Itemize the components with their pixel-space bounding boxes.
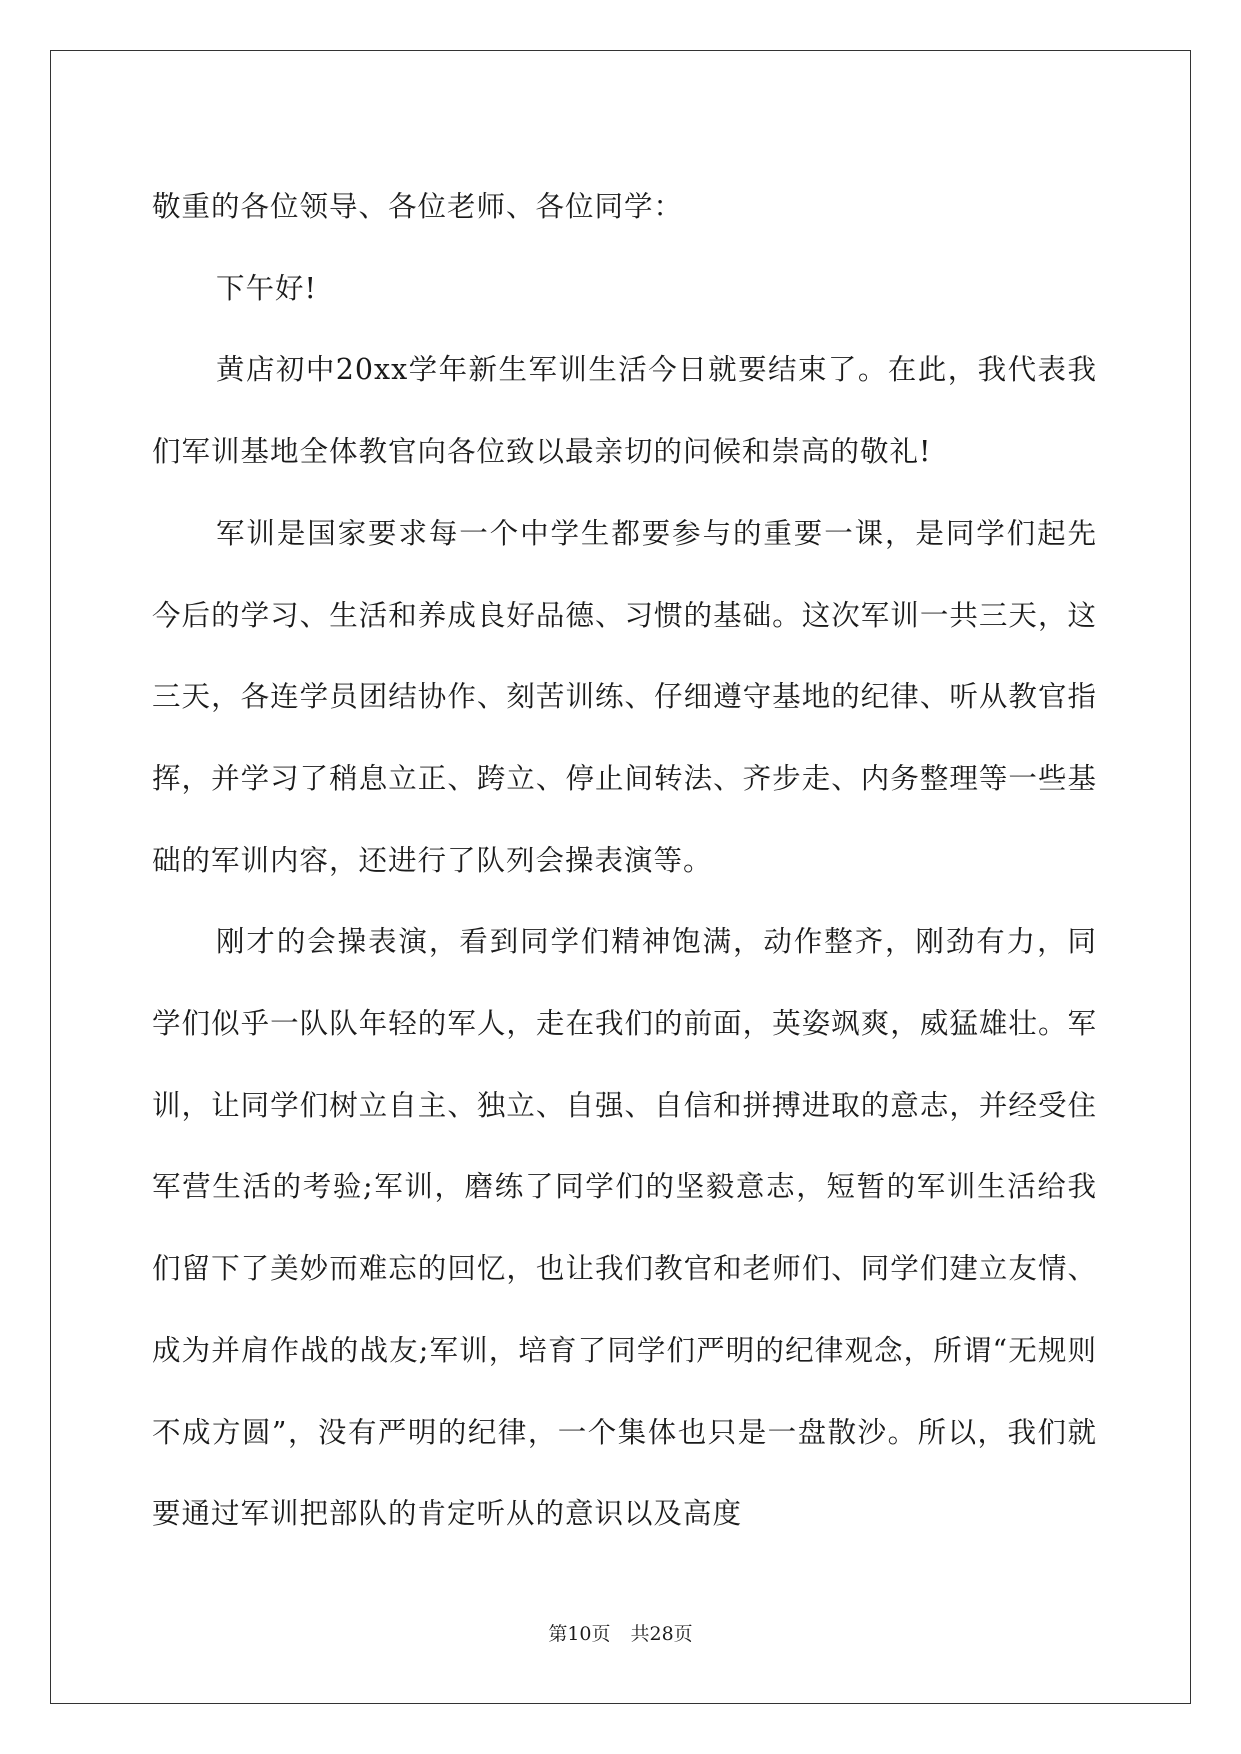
page-total: 共28页 [630, 1623, 693, 1645]
paragraph-intro: 黄店初中20xx学年新生军训生活今日就要结束了。在此，我代表我们军训基地全体教官向各位致以最亲切的问候和崇高的敬礼! [152, 353, 1097, 469]
page-number: 第10页 [548, 1623, 611, 1645]
page-footer [0, 1622, 1241, 1646]
salutation: 敬重的各位领导、各位老师、各位同学： [152, 190, 684, 223]
paragraph-performance: 刚才的会操表演，看到同学们精神饱满，动作整齐，刚劲有力，同学们似乎一队队年轻的军人，走在我们的前面，英姿飒爽，威猛雄壮。军训，让同学们树立自主、独立、自强、自信和拼搏进取的意志，并经受住军营生活的考验;军训，磨练了同学们的坚毅意志，短暂的军训生活给我们留下了美妙而难忘的回忆，也让我们教官和老师们、同学们建立友情、成为并肩作战的战友;军训，培育了同学们严明的纪律观念，所谓“无规则不成方圆”，没有严明的纪律，一个集体也只是一盘散沙。所以，我们就要通过军训把部队的肯定听从的意识以及高度 [152, 925, 1097, 1531]
paragraph-training-content: 军训是国家要求每一个中学生都要参与的重要一课，是同学们起先今后的学习、生活和养成良好品德、习惯的基础。这次军训一共三天，这三天，各连学员团结协作、刻苦训练、仔细遵守基地的纪律、听从教官指挥，并学习了稍息立正、跨立、停止间转法、齐步走、内务整理等一些基础的军训内容，还进行了队列会操表演等。 [152, 516, 1097, 877]
document-body [152, 166, 1097, 1555]
paragraph-greeting: 下午好! [216, 271, 317, 305]
